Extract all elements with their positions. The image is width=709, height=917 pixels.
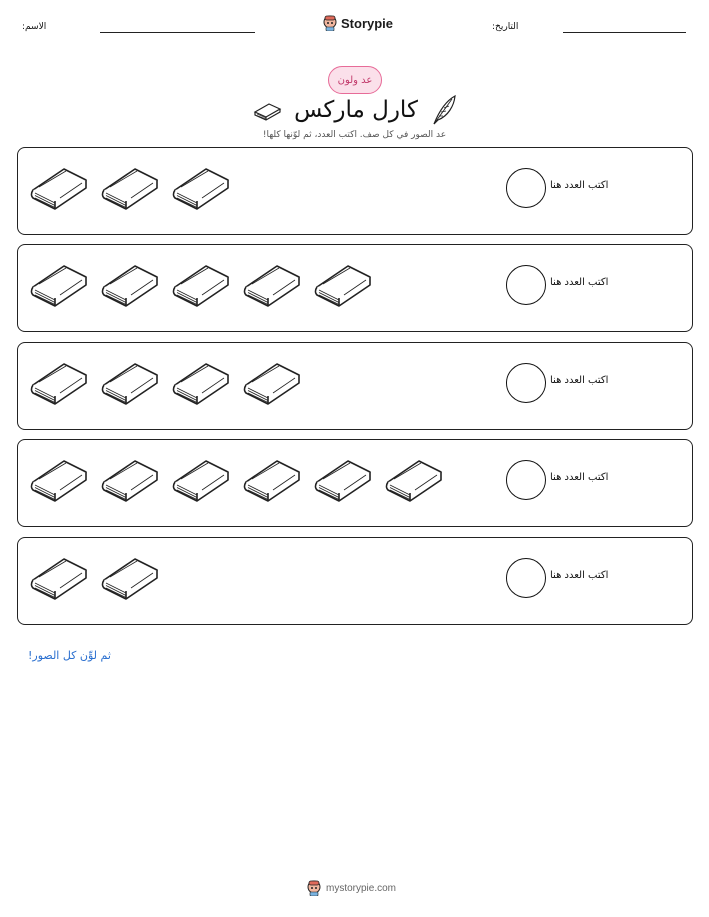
book-icon[interactable] (243, 455, 301, 503)
book-icon[interactable] (172, 163, 230, 211)
book-icon[interactable] (314, 455, 372, 503)
answer-circle[interactable] (506, 558, 546, 598)
storypie-logo (323, 13, 393, 33)
counting-row (17, 439, 693, 527)
date-write-line[interactable] (563, 32, 686, 33)
quill-feather-icon (430, 94, 458, 126)
answer-label: اكتب العدد هنا (550, 472, 609, 483)
book-icon[interactable] (101, 358, 159, 406)
name-label: الاسم: (22, 22, 47, 32)
counting-row (17, 147, 693, 235)
answer-circle[interactable] (506, 265, 546, 305)
book-icon[interactable] (243, 260, 301, 308)
book-group (30, 455, 443, 511)
date-label: التاريخ: (492, 22, 519, 32)
color-instruction: ثم لوِّن كل الصور! (28, 649, 111, 662)
instructions: عد الصور في كل صف. اكتب العدد، ثم لوّنها كلها! (262, 130, 447, 140)
answer-label: اكتب العدد هنا (550, 180, 609, 191)
site-footer (307, 880, 396, 896)
book-group (30, 163, 230, 219)
site-url: mystorypie.com (326, 882, 397, 894)
storypie-mascot-icon (323, 15, 337, 31)
storypie-mascot-icon (307, 880, 321, 896)
title-text: كارل ماركس (294, 97, 418, 123)
answer-label: اكتب العدد هنا (550, 570, 609, 581)
book-group (30, 260, 372, 316)
book-icon[interactable] (172, 260, 230, 308)
name-write-line[interactable] (100, 32, 255, 33)
count-and-color-badge (328, 66, 382, 94)
answer-label: اكتب العدد هنا (550, 375, 609, 386)
book-icon[interactable] (243, 358, 301, 406)
book-group (30, 358, 301, 414)
worksheet-title (250, 94, 460, 126)
book-icon[interactable] (385, 455, 443, 503)
counting-row (17, 244, 693, 332)
answer-circle[interactable] (506, 363, 546, 403)
counting-row (17, 537, 693, 625)
answer-label: اكتب العدد هنا (550, 277, 609, 288)
book-icon[interactable] (101, 553, 159, 601)
answer-circle[interactable] (506, 168, 546, 208)
brand-name: Storypie (341, 15, 394, 31)
badge-label: عد ولون (337, 74, 373, 86)
book-icon[interactable] (314, 260, 372, 308)
book-icon[interactable] (172, 358, 230, 406)
book-group (30, 553, 159, 609)
book-icon[interactable] (30, 358, 88, 406)
counting-row (17, 342, 693, 430)
book-icon[interactable] (30, 260, 88, 308)
book-icon[interactable] (101, 163, 159, 211)
book-icon[interactable] (172, 455, 230, 503)
answer-circle[interactable] (506, 460, 546, 500)
book-icon[interactable] (30, 163, 88, 211)
book-icon (252, 99, 282, 121)
book-icon[interactable] (101, 260, 159, 308)
book-icon[interactable] (30, 455, 88, 503)
book-icon[interactable] (101, 455, 159, 503)
book-icon[interactable] (30, 553, 88, 601)
